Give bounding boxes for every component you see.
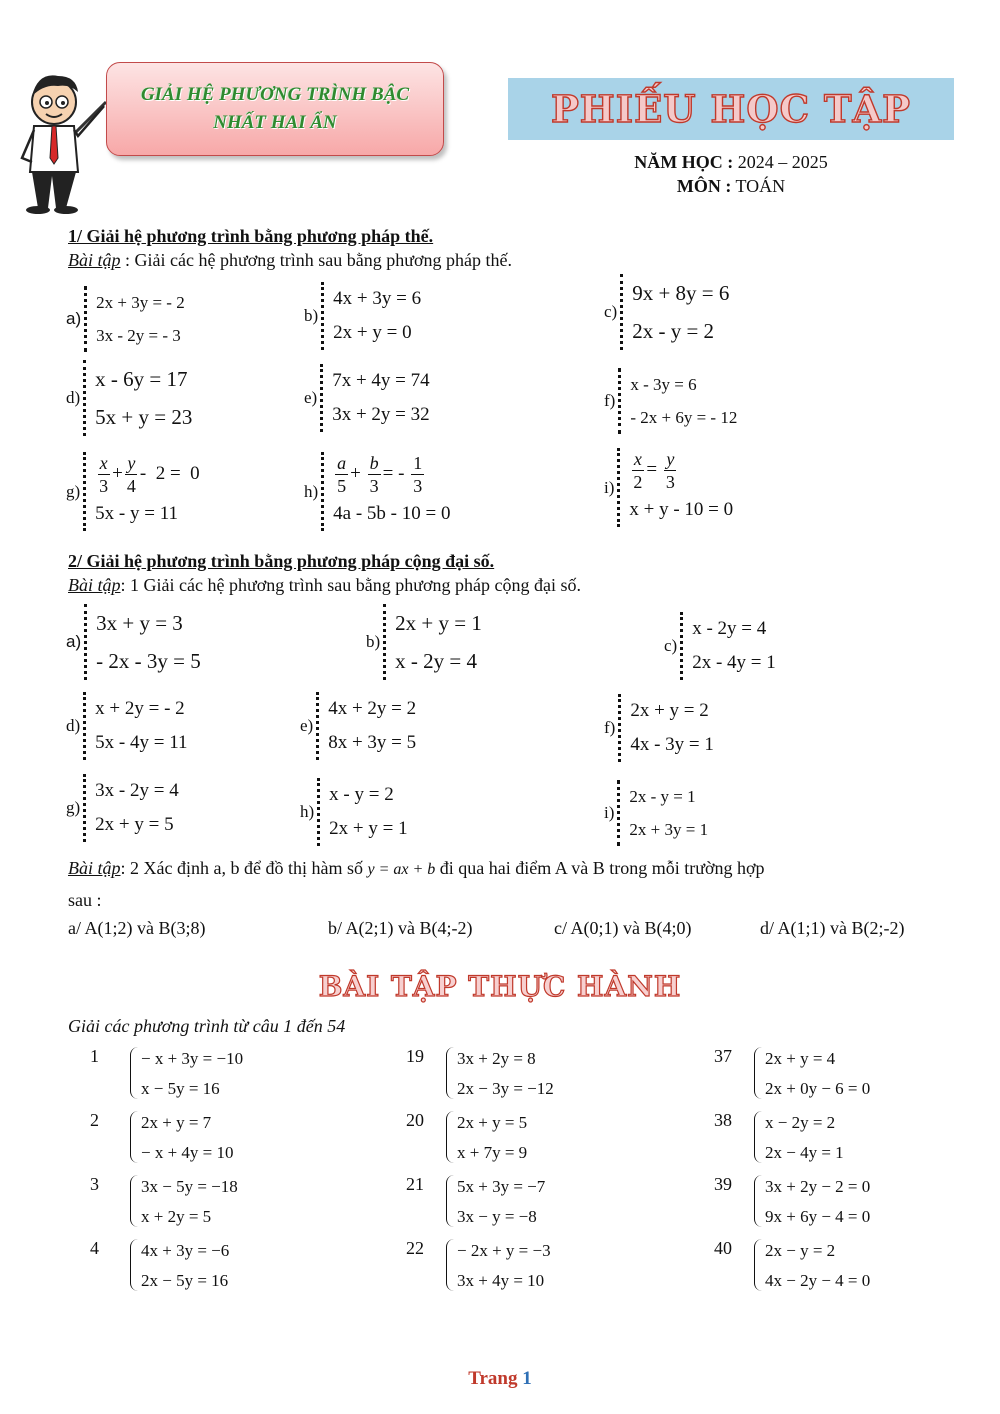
exercise2-text-b: đi qua hai điểm A và B trong mỗi trường hợp: [435, 858, 765, 878]
point-pair: b/ A(2;1) và B(4;-2): [328, 918, 473, 938]
equation-2: 2x + y = 5: [95, 814, 174, 835]
practice-item: [90, 1108, 234, 1168]
brace-icon: [620, 274, 628, 350]
equation-2: 2x − 3y = −12: [457, 1079, 554, 1098]
practice-item: [90, 1236, 229, 1296]
equation-1: x + 2y = - 2: [95, 698, 185, 719]
equation-2: 8x + 3y = 5: [328, 732, 417, 753]
equation-2: 3x + 4y = 10: [457, 1271, 545, 1290]
equation-1: 2x + y = 2: [630, 700, 709, 721]
system-label: g): [66, 798, 81, 817]
practice-item: [90, 1044, 243, 1104]
system-label: c): [664, 636, 678, 655]
equation-1: 2x - y = 1: [629, 787, 696, 806]
brace-icon: [130, 1047, 138, 1099]
equation-1: 4x + 3y = −6: [141, 1241, 230, 1260]
system-label: i): [604, 803, 615, 822]
s2-system-h: [300, 778, 408, 846]
brace-icon: [316, 692, 324, 760]
page-footer: [0, 1368, 1000, 1390]
s1-system-e: [304, 364, 430, 432]
equation-2: - 2x + 6y = - 12: [630, 408, 738, 427]
brace-icon: [446, 1239, 454, 1291]
page-title: PHIẾU HỌC TẬP: [550, 87, 912, 131]
equation-2: x + 7y = 9: [457, 1143, 528, 1162]
item-number: 37: [714, 1046, 732, 1066]
practice-item: [714, 1044, 870, 1104]
equation-1: − x + 3y = −10: [141, 1049, 244, 1068]
equation-1: 9x + 8y = 6: [632, 281, 730, 305]
system-label: b): [304, 306, 319, 325]
item-number: 20: [406, 1110, 424, 1130]
s1-system-d: [66, 360, 192, 436]
section1-heading: 1/ Giải hệ phương trình bằng phương pháp thế.: [68, 226, 434, 246]
equation-2: − x + 4y = 10: [141, 1143, 234, 1162]
item-number: 2: [90, 1110, 99, 1130]
s2-system-f: [604, 694, 714, 762]
brace-icon: [617, 448, 625, 527]
equation-2: 2x + 3y = 1: [629, 820, 709, 839]
equation-1: 2x + y = 1: [395, 611, 482, 635]
system-label: e): [300, 716, 314, 735]
system-label: g): [66, 481, 81, 501]
page-number: 1: [522, 1368, 532, 1389]
brace-icon: [446, 1175, 454, 1227]
system-label: a): [66, 309, 82, 328]
system-label: f): [604, 718, 616, 737]
equation-2: x - 2y = 4: [395, 649, 478, 673]
equation-1: 3x + 2y − 2 = 0: [765, 1177, 871, 1196]
equation-2: 5x + y = 23: [95, 405, 193, 429]
equation-2: - 2x - 3y = 5: [96, 649, 201, 673]
equation-2: 2x − 5y = 16: [141, 1271, 229, 1290]
exercise2-text-a: : 2 Xác định a, b để đồ thị hàm số: [120, 858, 368, 878]
equation-1: 2x + 3y = - 2: [96, 293, 185, 312]
equation-1: $\frac{a}{5}$ + $\frac{b}{3}$ = - $\frac{1}{3}$: [337, 453, 423, 496]
equation-1: 3x - 2y = 4: [95, 780, 179, 801]
equation-1: 2x + y = 4: [765, 1049, 836, 1068]
brace-icon: [317, 778, 325, 846]
equation-2: 5x - 4y = 11: [95, 732, 188, 753]
s1-system-i: [604, 448, 733, 527]
equation-1: x - y = 2: [329, 784, 394, 805]
equation-1: 5x + 3y = −7: [457, 1177, 546, 1196]
equation-1: x - 3y = 6: [630, 375, 697, 394]
s2-system-a: [66, 604, 201, 680]
equation-1: $\frac{x}{3}$ + $\frac{y}{4}$ - 2 = 0: [99, 453, 200, 496]
brace-icon: [84, 604, 92, 680]
s1-system-f: [604, 368, 737, 434]
practice-item: [714, 1108, 844, 1168]
brace-icon: [130, 1175, 138, 1227]
exercise-word: Bài tập: [68, 250, 121, 270]
brace-icon: [130, 1111, 138, 1163]
title-band: [508, 78, 954, 140]
brace-icon: [84, 286, 92, 352]
equation-2: 2x + 0y − 6 = 0: [765, 1079, 871, 1098]
exercise-word: Bài tập: [68, 858, 121, 878]
item-number: 19: [406, 1046, 424, 1066]
exercise2-text-c: sau :: [68, 890, 102, 910]
item-number: 1: [90, 1046, 99, 1066]
point-pair: a/ A(1;2) và B(3;8): [68, 918, 206, 938]
equation-1: x − 2y = 2: [765, 1113, 836, 1132]
school-year-block: [508, 150, 954, 198]
brace-icon: [754, 1239, 762, 1291]
brace-icon: [320, 364, 328, 432]
brace-icon: [83, 360, 91, 436]
section2-exercise-line: [68, 575, 581, 596]
brace-icon: [83, 774, 91, 842]
s1-system-a: [66, 286, 185, 352]
equation-2: 3x - 2y = - 3: [96, 326, 181, 345]
equation-1: $\frac{x}{2}$ = $\frac{y}{3}$: [633, 449, 675, 492]
section1-exercise-line: [68, 250, 512, 271]
brace-icon: [130, 1239, 138, 1291]
equation-2: 4a - 5b - 10 = 0: [333, 503, 451, 524]
item-number: 38: [714, 1110, 732, 1130]
equation-2: x − 5y = 16: [141, 1079, 220, 1098]
s1-system-h: [304, 452, 450, 531]
topic-line-1: GIẢI HỆ PHƯƠNG TRÌNH BẬC: [140, 84, 410, 105]
item-number: 21: [406, 1174, 424, 1194]
exercise2-line: [68, 858, 948, 879]
year-value: 2024 – 2025: [737, 152, 828, 172]
system-label: e): [304, 388, 318, 407]
practice-item: [406, 1044, 554, 1104]
footer-label: Trang: [468, 1368, 518, 1389]
brace-icon: [680, 612, 688, 680]
system-label: a): [66, 632, 82, 651]
equation-1: 2x + y = 7: [141, 1113, 212, 1132]
system-label: d): [66, 716, 81, 735]
teacher-illustration: [18, 62, 114, 214]
s2-system-g: [66, 774, 179, 842]
brace-icon: [754, 1047, 762, 1099]
equation-1: − 2x + y = −3: [457, 1241, 551, 1260]
equation-1: 3x − 5y = −18: [141, 1177, 238, 1196]
item-number: 39: [714, 1174, 732, 1194]
brace-icon: [83, 452, 91, 531]
s2-system-b: [366, 604, 482, 680]
point-pair: c/ A(0;1) và B(4;0): [554, 918, 692, 938]
topic-box: [106, 62, 444, 156]
equation-2: 9x + 6y − 4 = 0: [765, 1207, 871, 1226]
s1-system-c: [604, 274, 729, 350]
s1-system-g: [66, 452, 200, 531]
system-label: c): [604, 302, 618, 321]
point-pair: d/ A(1;1) và B(2;-2): [760, 918, 905, 938]
equation-2: 4x - 3y = 1: [630, 734, 714, 755]
s2-system-d: [66, 692, 188, 760]
system-label: f): [604, 391, 616, 410]
brace-icon: [617, 780, 625, 846]
s1-system-b: [304, 282, 421, 350]
brace-icon: [321, 452, 329, 531]
equation-1: 4x + 2y = 2: [328, 698, 417, 719]
s2-system-i: [604, 780, 708, 846]
equation-2: 2x − 4y = 1: [765, 1143, 844, 1162]
function-formula: y = ax + b: [367, 861, 436, 878]
equation-1: 3x + 2y = 8: [457, 1049, 536, 1068]
exercise-text: : Giải các hệ phương trình sau bằng phương pháp thế.: [120, 250, 512, 270]
topic-line-2: NHẤT HAI ẨN: [213, 112, 337, 133]
equation-1: 3x + y = 3: [96, 611, 183, 635]
equation-2: 3x + 2y = 32: [332, 404, 430, 425]
brace-icon: [618, 368, 626, 434]
item-number: 40: [714, 1238, 732, 1258]
equation-2: 2x - 4y = 1: [692, 652, 776, 673]
brace-icon: [754, 1111, 762, 1163]
equation-2: 2x + y = 1: [329, 818, 408, 839]
equation-1: x - 6y = 17: [95, 367, 188, 391]
practice-item: [714, 1236, 870, 1296]
brace-icon: [446, 1047, 454, 1099]
s2-system-e: [300, 692, 416, 760]
year-label: NĂM HỌC :: [634, 152, 734, 172]
equation-2: 3x − y = −8: [457, 1207, 537, 1226]
equation-1: 7x + 4y = 74: [332, 370, 430, 391]
equation-2: 4x − 2y − 4 = 0: [765, 1271, 871, 1290]
system-label: d): [66, 388, 81, 407]
practice-item: [90, 1172, 238, 1232]
s2-system-c: [664, 612, 776, 680]
equation-1: 2x − y = 2: [765, 1241, 836, 1260]
equation-2: 2x - y = 2: [632, 319, 715, 343]
section2-heading: 2/ Giải hệ phương trình bằng phương pháp cộng đại số.: [68, 551, 495, 571]
brace-icon: [618, 694, 626, 762]
subject-value: TOÁN: [735, 176, 786, 196]
system-label: h): [300, 802, 315, 821]
item-number: 4: [90, 1238, 99, 1258]
practice-item: [714, 1172, 870, 1232]
brace-icon: [383, 604, 391, 680]
practice-item: [406, 1236, 551, 1296]
practice-item: [406, 1108, 527, 1168]
brace-icon: [83, 692, 91, 760]
brace-icon: [321, 282, 329, 350]
item-number: 22: [406, 1238, 424, 1258]
subject-label: MÔN :: [676, 176, 732, 196]
system-label: b): [366, 632, 381, 651]
exercise-word: Bài tập: [68, 575, 121, 595]
equation-2: 5x - y = 11: [95, 503, 179, 524]
system-label: i): [604, 477, 615, 497]
equation-1: 2x + y = 5: [457, 1113, 528, 1132]
item-number: 3: [90, 1174, 99, 1194]
brace-icon: [754, 1175, 762, 1227]
equation-2: x + 2y = 5: [141, 1207, 212, 1226]
practice-item: [406, 1172, 545, 1232]
practice-instruction: Giải các phương trình từ câu 1 đến 54: [68, 1016, 346, 1036]
equation-2: x + y - 10 = 0: [629, 499, 734, 520]
equation-1: x - 2y = 4: [692, 618, 767, 639]
equation-1: 4x + 3y = 6: [333, 288, 422, 309]
exercise-text: : 1 Giải các hệ phương trình sau bằng phương pháp cộng đại số.: [120, 575, 581, 595]
system-label: h): [304, 481, 319, 501]
equation-2: 2x + y = 0: [333, 322, 412, 343]
practice-title: BÀI TẬP THỰC HÀNH: [318, 970, 682, 1003]
brace-icon: [446, 1111, 454, 1163]
